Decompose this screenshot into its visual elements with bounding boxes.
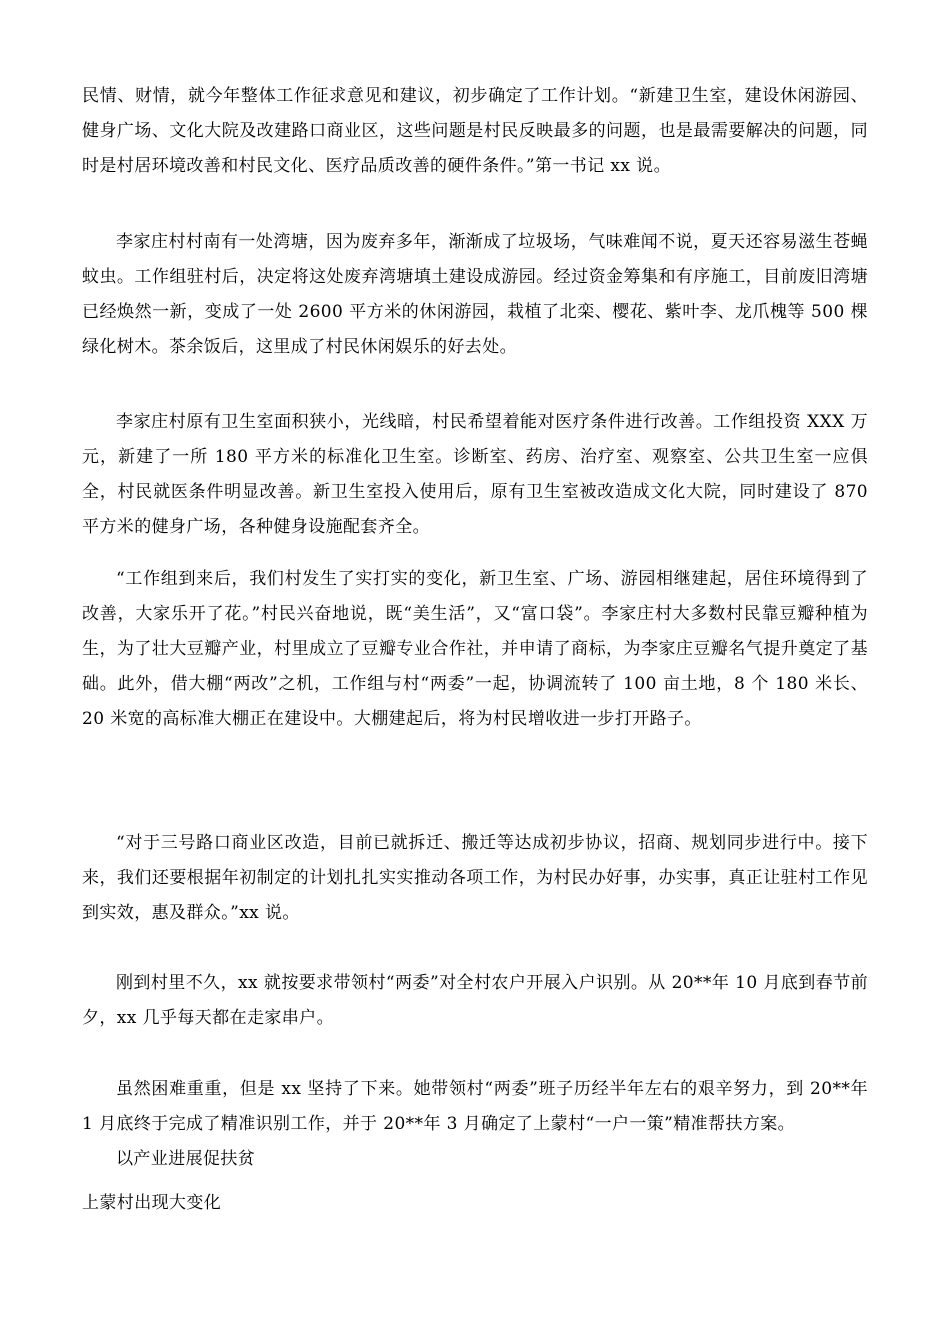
paragraph-1: 民情、财情，就今年整体工作征求意见和建议，初步确定了工作计划。“新建卫生室，建设休闲游园、健身广场、文化大院及改建路口商业区，这些问题是村民反映最多的问题，也是最需要解决的问题，同时是村居环境改善和村民文化、医疗品质改善的硬件条件。”第一书记 xx 说。 (82, 86, 868, 176)
paragraph-5: “对于三号路口商业区改造，目前已就拆迁、搬迁等达成初步协议，招商、规划同步进行中。接下来，我们还要根据年初制定的计划扎扎实实推动各项工作，为村民办好事，办实事，真正让驻村工作见到实效，惠及群众。”xx 说。 (82, 833, 868, 923)
paragraph-2: 李家庄村村南有一处湾塘，因为废弃多年，渐渐成了垃圾场，气味难闻不说，夏天还容易滋生苍蝇蚊虫。工作组驻村后，决定将这处废弃湾塘填土建设成游园。经过资金筹集和有序施工，目前废旧湾塘已经焕然一新，变成了一处 2600 平方米的休闲游园，栽植了北栾、樱花、紫叶李、龙爪槐等 500 棵绿化树木。茶余饭后，这里成了村民休闲娱乐的好去处。 (82, 232, 868, 357)
paragraph-7: 虽然困难重重，但是 xx 坚持了下来。她带领村“两委”班子历经半年左右的艰辛努力，到 20**年 1 月底终于完成了精准识别工作，并于 20**年 3 月确定了上蒙村“一户一策”精准帮扶方案。 (82, 1079, 868, 1134)
section-heading-2: 上蒙村出现大变化 (82, 1193, 222, 1213)
paragraph-4: “工作组到来后，我们村发生了实打实的变化，新卫生室、广场、游园相继建起，居住环境得到了改善，大家乐开了花。”村民兴奋地说，既“美生活”，又“富口袋”。李家庄村大多数村民靠豆瓣种植为生，为了壮大豆瓣产业，村里成立了豆瓣专业合作社，并申请了商标，为李家庄豆瓣名气提升奠定了基础。此外，借大棚“两改”之机，工作组与村“两委”一起，协调流转了 100 亩土地，8 个 180 米长、20 米宽的高标准大棚正在建设中。大棚建起后，将为村民增收进一步打开路子。 (82, 569, 868, 729)
paragraph-3: 李家庄村原有卫生室面积狭小，光线暗，村民希望着能对医疗条件进行改善。工作组投资 XXX 万元，新建了一所 180 平方米的标准化卫生室。诊断室、药房、治疗室、观察室、公共卫生室一应俱全，村民就医条件明显改善。新卫生室投入使用后，原有卫生室被改造成文化大院，同时建设了 870 平方米的健身广场，各种健身设施配套齐全。 (82, 412, 868, 537)
paragraph-6: 刚到村里不久，xx 就按要求带领村“两委”对全村农户开展入户识别。从 20**年 10 月底到春节前夕，xx 几乎每天都在走家串户。 (82, 973, 868, 1028)
section-heading-1: 以产业进展促扶贫 (116, 1149, 256, 1169)
